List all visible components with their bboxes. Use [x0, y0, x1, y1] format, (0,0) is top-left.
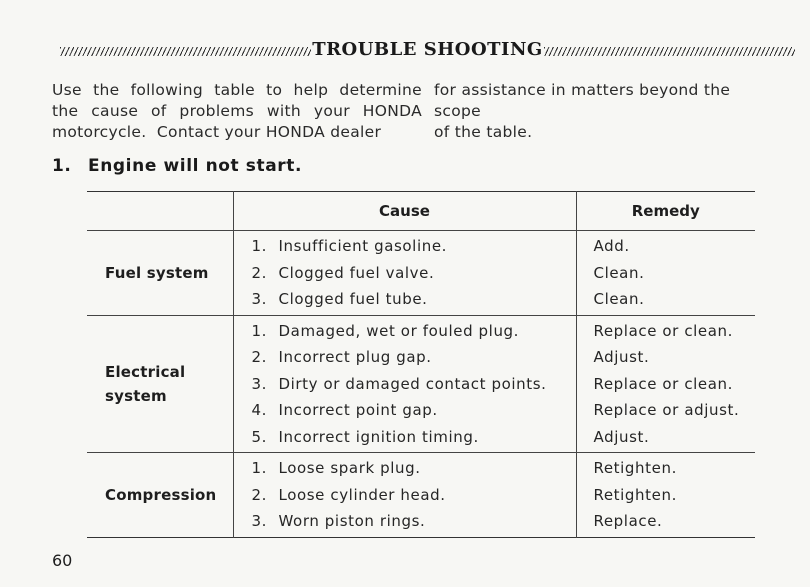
cause-text: Clogged fuel tube.	[278, 290, 428, 308]
cause-number: 3.	[251, 374, 268, 393]
remedy-item: Adjust.	[593, 427, 650, 446]
intro-line: of the table.	[434, 123, 533, 141]
remedy-list	[576, 315, 755, 453]
page-number: 60	[52, 551, 73, 570]
troubleshooting-table	[87, 191, 755, 538]
header-remedy: Remedy	[576, 192, 755, 231]
remedy-item: Retighten.	[593, 485, 677, 504]
cause-number: 4.	[251, 401, 268, 419]
section-heading	[52, 156, 302, 176]
system-label	[87, 453, 233, 538]
remedy-item: Adjust.	[593, 348, 650, 366]
cause-item	[234, 455, 576, 482]
cause-item	[234, 344, 576, 371]
cause-number: 5.	[251, 427, 268, 446]
cause-item	[234, 424, 576, 451]
table-header-row	[87, 192, 755, 231]
remedy-item: Replace or clean.	[593, 321, 734, 340]
intro-paragraph-left	[52, 80, 422, 143]
cause-item	[234, 233, 576, 260]
cause-number: 3.	[251, 290, 268, 308]
cause-number: 1.	[251, 321, 268, 340]
cause-text: Loose cylinder head.	[278, 485, 446, 504]
intro-line: the cause of problems with your HONDA	[52, 102, 422, 120]
table-row-electrical-system	[87, 315, 755, 453]
remedy-list	[576, 453, 755, 538]
page-header	[60, 36, 795, 62]
cause-number: 2.	[251, 485, 268, 504]
cause-list	[233, 231, 576, 316]
system-label-line: Electrical	[105, 362, 186, 381]
cause-number: 3.	[251, 512, 268, 530]
header-cause: Cause	[233, 192, 576, 231]
intro-paragraph-right	[434, 80, 774, 143]
system-label-line: Fuel system	[105, 263, 209, 282]
cause-item	[234, 508, 576, 535]
cause-list	[233, 315, 576, 453]
cause-item	[234, 318, 576, 345]
header-hatch-right	[544, 47, 795, 56]
remedy-item: Replace or clean.	[593, 374, 734, 393]
intro-line: motorcycle. Contact your HONDA dealer	[52, 123, 382, 141]
cause-item	[234, 397, 576, 424]
cause-text: Incorrect point gap.	[278, 401, 438, 419]
cause-number: 1.	[251, 459, 268, 477]
cause-text: Dirty or damaged contact points.	[278, 374, 547, 393]
cause-item	[234, 371, 576, 398]
remedy-item: Replace.	[593, 512, 663, 530]
cause-number: 2.	[251, 263, 268, 282]
cause-text: Worn piston rings.	[278, 512, 426, 530]
remedy-list	[576, 231, 755, 316]
table-row-compression	[87, 453, 755, 538]
intro-line: Use the following table to help determine	[52, 81, 422, 99]
intro-line: for assistance in matters beyond the scope	[434, 81, 731, 120]
cause-text: Damaged, wet or fouled plug.	[278, 321, 520, 340]
page-title: TROUBLE SHOOTING	[312, 38, 543, 60]
system-label-line: Compression	[105, 485, 217, 504]
cause-text: Incorrect plug gap.	[278, 348, 432, 366]
section-number: 1.	[52, 156, 72, 176]
remedy-item: Add.	[593, 237, 630, 255]
remedy-item: Replace or adjust.	[593, 401, 740, 419]
section-title: Engine will not start.	[88, 156, 303, 176]
cause-text: Incorrect ignition timing.	[278, 427, 479, 446]
cause-number: 2.	[251, 348, 268, 366]
remedy-item: Clean.	[593, 290, 645, 308]
cause-text: Loose spark plug.	[278, 459, 421, 477]
cause-item	[234, 286, 576, 313]
cause-number: 1.	[251, 237, 268, 255]
header-hatch-left	[60, 47, 311, 56]
cause-list	[233, 453, 576, 538]
cause-item	[234, 260, 576, 287]
system-label-line: system	[105, 386, 167, 405]
remedy-item: Clean.	[593, 263, 645, 282]
table-row-fuel-system	[87, 231, 755, 316]
remedy-item: Retighten.	[593, 459, 677, 477]
cause-text: Insufficient gasoline.	[278, 237, 448, 255]
cause-item	[234, 482, 576, 509]
header-system	[87, 192, 233, 231]
system-label	[87, 315, 233, 453]
system-label	[87, 231, 233, 316]
cause-text: Clogged fuel valve.	[278, 263, 435, 282]
